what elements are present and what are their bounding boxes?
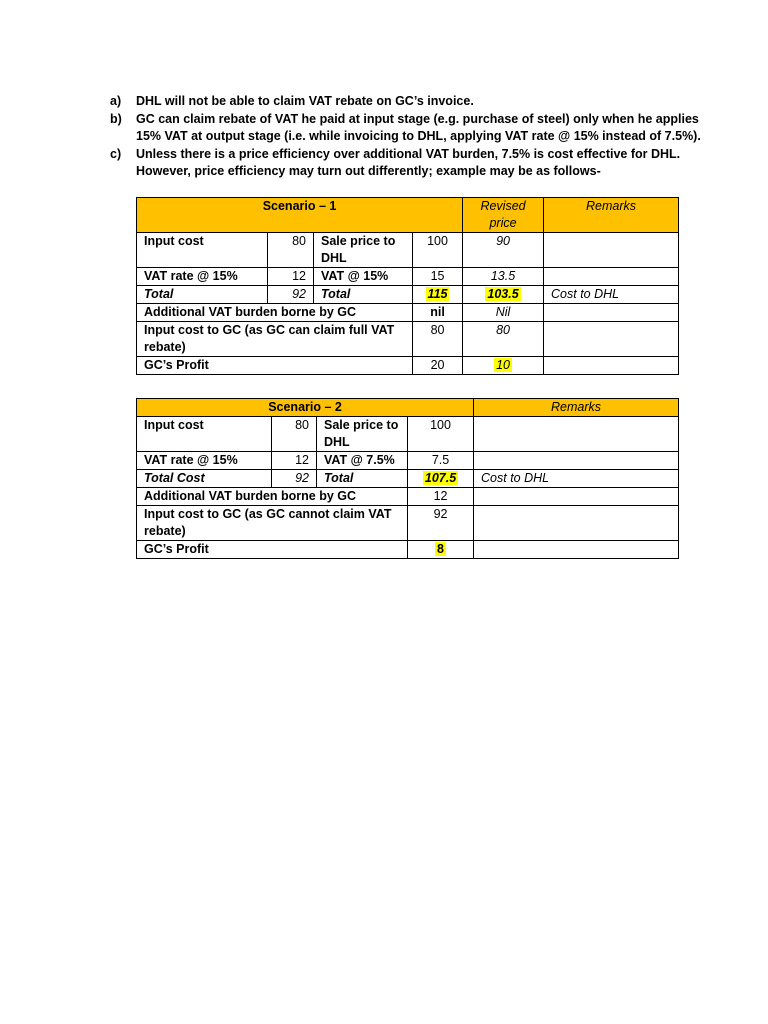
row-value-2: 100 [413,233,463,268]
row-value: 80 [272,417,317,452]
intro-points [110,93,710,181]
row-label: GC’s Profit [137,541,408,559]
highlighted-value: 103.5 [487,287,519,301]
revised-price-header: Revised price [463,198,544,233]
table-row [137,541,679,559]
row-label: Total [137,286,268,304]
table-row [137,417,679,452]
point-a [110,93,710,111]
row-value: 12 [272,452,317,470]
row-label-2: VAT @ 15% [314,268,413,286]
row-value: 12 [268,268,314,286]
row-value-2: 100 [408,417,474,452]
point-marker: c) [110,146,122,161]
row-label: Input cost [137,417,272,452]
row-value: 80 [268,233,314,268]
row-revised: Nil [463,304,544,322]
row-remark [474,541,679,559]
highlighted-value: 10 [496,358,510,372]
remarks-header: Remarks [544,198,679,233]
highlighted-value: 107.5 [424,471,457,485]
point-b [110,111,710,146]
row-label: Input cost to GC (as GC can claim full VAT rebate) [137,322,413,357]
row-value: 20 [413,357,463,375]
row-value: 12 [408,488,474,506]
table-row [137,233,679,268]
highlighted-value: 115 [427,287,448,301]
row-remark [474,452,679,470]
row-label: VAT rate @ 15% [137,452,272,470]
point-marker: b) [110,111,122,126]
row-value [408,541,474,559]
table-row [137,506,679,541]
row-remark [474,488,679,506]
row-value: 92 [268,286,314,304]
scenario-title: Scenario – 1 [137,198,463,233]
row-value: 92 [272,470,317,488]
row-value-2: 15 [413,268,463,286]
row-revised [463,286,544,304]
row-label: Additional VAT burden borne by GC [137,304,413,322]
row-label-2: Sale price to DHL [314,233,413,268]
row-label-2: Total [314,286,413,304]
table-header-row [137,198,679,233]
row-value-2 [408,470,474,488]
row-remark [474,506,679,541]
row-revised [463,357,544,375]
table-row [137,268,679,286]
row-label-2: Sale price to DHL [317,417,408,452]
row-remark [544,268,679,286]
point-marker: a) [110,94,122,108]
row-remark [544,357,679,375]
row-label: GC’s Profit [137,357,413,375]
row-revised: 90 [463,233,544,268]
row-value: nil [413,304,463,322]
row-revised: 80 [463,322,544,357]
row-label-2: VAT @ 7.5% [317,452,408,470]
table-row [137,357,679,375]
point-c [110,146,710,181]
scenario-2-table [136,398,679,559]
scenario-title: Scenario – 2 [137,399,474,417]
highlighted-value: 8 [437,542,444,556]
row-remark: Cost to DHL [474,470,679,488]
row-label: VAT rate @ 15% [137,268,268,286]
point-text: Unless there is a price efficiency over additional VAT burden, 7.5% is cost effective for DHL. However, price efficiency may turn out differently; example may be as follows- [136,146,681,178]
row-remark [544,304,679,322]
row-remark [544,322,679,357]
row-revised: 13.5 [463,268,544,286]
row-value: 92 [408,506,474,541]
row-label: Additional VAT burden borne by GC [137,488,408,506]
table-row [137,488,679,506]
row-label-2: Total [317,470,408,488]
row-remark [474,417,679,452]
point-text: DHL will not be able to claim VAT rebate on GC’s invoice. [136,94,474,108]
row-value-2: 7.5 [408,452,474,470]
table-header-row [137,399,679,417]
row-remark [544,233,679,268]
scenario-1-table [136,197,679,375]
row-label: Total Cost [137,470,272,488]
point-text: GC can claim rebate of VAT he paid at input stage (e.g. purchase of steel) only when he applies 15% VAT at output stage (i.e. while invoicing to DHL, applying VAT rate @ 15% instead of 7.5%). [136,111,701,143]
remarks-header: Remarks [474,399,679,417]
row-label: Input cost to GC (as GC cannot claim VAT rebate) [137,506,408,541]
table-row [137,286,679,304]
table-row [137,322,679,357]
table-row [137,470,679,488]
table-row [137,452,679,470]
row-value-2 [413,286,463,304]
row-label: Input cost [137,233,268,268]
row-value: 80 [413,322,463,357]
row-remark: Cost to DHL [544,286,679,304]
table-row [137,304,679,322]
